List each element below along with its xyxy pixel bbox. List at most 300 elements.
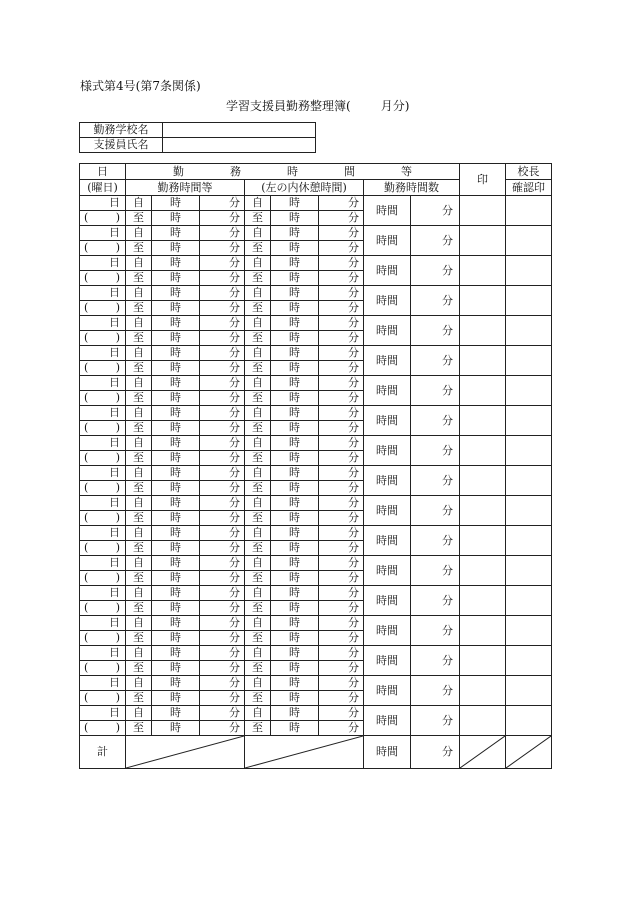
- work-from-label: 自: [126, 376, 152, 391]
- principal-seal-cell[interactable]: [506, 316, 552, 346]
- break-from-hour[interactable]: 時: [271, 586, 319, 601]
- day-number[interactable]: 日: [80, 676, 126, 691]
- work-from-hour[interactable]: 時: [152, 406, 200, 421]
- work-minutes-value[interactable]: 分: [411, 586, 460, 616]
- work-from-minute[interactable]: 分: [200, 196, 245, 211]
- break-from-hour[interactable]: 時: [271, 406, 319, 421]
- break-from-minute[interactable]: 分: [319, 376, 364, 391]
- break-from-hour[interactable]: 時: [271, 556, 319, 571]
- break-from-minute[interactable]: 分: [319, 646, 364, 661]
- principal-seal-cell[interactable]: [506, 676, 552, 706]
- header-day: 日: [80, 164, 126, 180]
- work-to-minute[interactable]: 分: [200, 571, 245, 586]
- school-field[interactable]: [163, 123, 316, 138]
- work-to-hour[interactable]: 時: [152, 361, 200, 376]
- work-to-label: 至: [126, 391, 152, 406]
- break-from-minute[interactable]: 分: [319, 286, 364, 301]
- work-from-hour[interactable]: 時: [152, 286, 200, 301]
- break-to-minute[interactable]: 分: [319, 211, 364, 226]
- work-to-minute[interactable]: 分: [200, 691, 245, 706]
- weekday-field[interactable]: ( ): [80, 481, 126, 496]
- work-from-minute[interactable]: 分: [200, 646, 245, 661]
- day-number[interactable]: 日: [80, 616, 126, 631]
- break-from-hour[interactable]: 時: [271, 526, 319, 541]
- seal-cell[interactable]: [460, 586, 506, 616]
- work-to-minute[interactable]: 分: [200, 451, 245, 466]
- break-to-hour[interactable]: 時: [271, 421, 319, 436]
- break-to-hour[interactable]: 時: [271, 241, 319, 256]
- work-from-minute[interactable]: 分: [200, 526, 245, 541]
- principal-seal-cell[interactable]: [506, 406, 552, 436]
- seal-cell[interactable]: [460, 556, 506, 586]
- break-to-minute[interactable]: 分: [319, 331, 364, 346]
- work-hours-value[interactable]: 時間: [364, 406, 411, 436]
- work-from-hour[interactable]: 時: [152, 256, 200, 271]
- work-from-hour[interactable]: 時: [152, 616, 200, 631]
- work-from-label: 自: [126, 286, 152, 301]
- seal-cell[interactable]: [460, 496, 506, 526]
- work-from-label: 自: [126, 556, 152, 571]
- break-to-hour[interactable]: 時: [271, 721, 319, 736]
- work-from-minute[interactable]: 分: [200, 496, 245, 511]
- info-table: [79, 122, 316, 153]
- work-hours-value[interactable]: 時間: [364, 586, 411, 616]
- break-from-hour[interactable]: 時: [271, 646, 319, 661]
- seal-cell[interactable]: [460, 676, 506, 706]
- weekday-field[interactable]: ( ): [80, 601, 126, 616]
- work-from-hour[interactable]: 時: [152, 526, 200, 541]
- work-hours-value[interactable]: 時間: [364, 436, 411, 466]
- break-to-hour[interactable]: 時: [271, 301, 319, 316]
- seal-cell[interactable]: [460, 706, 506, 736]
- day-number[interactable]: 日: [80, 376, 126, 391]
- break-to-minute[interactable]: 分: [319, 601, 364, 616]
- work-from-hour[interactable]: 時: [152, 316, 200, 331]
- break-to-label: 至: [245, 391, 271, 406]
- work-from-minute[interactable]: 分: [200, 556, 245, 571]
- break-from-label: 自: [245, 286, 271, 301]
- break-from-hour[interactable]: 時: [271, 196, 319, 211]
- work-to-label: 至: [126, 481, 152, 496]
- principal-seal-cell[interactable]: [506, 586, 552, 616]
- work-to-hour[interactable]: 時: [152, 211, 200, 226]
- work-to-hour[interactable]: 時: [152, 541, 200, 556]
- work-minutes-value[interactable]: 分: [411, 556, 460, 586]
- day-number[interactable]: 日: [80, 226, 126, 241]
- work-from-minute[interactable]: 分: [200, 586, 245, 601]
- work-hours-value[interactable]: 時間: [364, 646, 411, 676]
- work-to-hour[interactable]: 時: [152, 571, 200, 586]
- weekday-field[interactable]: ( ): [80, 331, 126, 346]
- break-to-minute[interactable]: 分: [319, 661, 364, 676]
- work-from-minute[interactable]: 分: [200, 466, 245, 481]
- break-to-minute[interactable]: 分: [319, 481, 364, 496]
- break-from-minute[interactable]: 分: [319, 406, 364, 421]
- work-to-hour[interactable]: 時: [152, 241, 200, 256]
- seal-cell[interactable]: [460, 376, 506, 406]
- seal-cell[interactable]: [460, 196, 506, 226]
- work-from-label: 自: [126, 346, 152, 361]
- break-from-hour[interactable]: 時: [271, 706, 319, 721]
- break-from-minute[interactable]: 分: [319, 436, 364, 451]
- total-seal-disabled: [460, 736, 506, 769]
- break-to-hour[interactable]: 時: [271, 451, 319, 466]
- break-to-label: 至: [245, 301, 271, 316]
- break-from-minute[interactable]: 分: [319, 586, 364, 601]
- break-from-label: 自: [245, 436, 271, 451]
- header-work-time: 勤務時間等: [126, 180, 245, 196]
- day-number[interactable]: 日: [80, 466, 126, 481]
- work-minutes-value[interactable]: 分: [411, 676, 460, 706]
- work-minutes-value[interactable]: 分: [411, 256, 460, 286]
- day-number[interactable]: 日: [80, 556, 126, 571]
- break-from-hour[interactable]: 時: [271, 376, 319, 391]
- day-number[interactable]: 日: [80, 406, 126, 421]
- break-from-minute[interactable]: 分: [319, 316, 364, 331]
- work-hours-value[interactable]: 時間: [364, 316, 411, 346]
- principal-seal-cell[interactable]: [506, 376, 552, 406]
- day-row-top: [80, 226, 552, 241]
- break-to-minute[interactable]: 分: [319, 451, 364, 466]
- work-minutes-value[interactable]: 分: [411, 496, 460, 526]
- weekday-field[interactable]: ( ): [80, 361, 126, 376]
- work-hours-value[interactable]: 時間: [364, 196, 411, 226]
- break-from-hour[interactable]: 時: [271, 676, 319, 691]
- work-minutes-value[interactable]: 分: [411, 646, 460, 676]
- day-number[interactable]: 日: [80, 346, 126, 361]
- break-to-minute[interactable]: 分: [319, 691, 364, 706]
- work-hours-value[interactable]: 時間: [364, 346, 411, 376]
- break-to-minute[interactable]: 分: [319, 241, 364, 256]
- seal-cell[interactable]: [460, 466, 506, 496]
- work-from-hour[interactable]: 時: [152, 676, 200, 691]
- work-minutes-value[interactable]: 分: [411, 466, 460, 496]
- work-to-hour[interactable]: 時: [152, 331, 200, 346]
- work-from-label: 自: [126, 406, 152, 421]
- principal-seal-cell[interactable]: [506, 466, 552, 496]
- day-number[interactable]: 日: [80, 496, 126, 511]
- work-to-minute[interactable]: 分: [200, 241, 245, 256]
- work-from-hour[interactable]: 時: [152, 556, 200, 571]
- break-from-minute[interactable]: 分: [319, 196, 364, 211]
- break-to-label: 至: [245, 541, 271, 556]
- seal-cell[interactable]: [460, 346, 506, 376]
- work-from-minute[interactable]: 分: [200, 256, 245, 271]
- break-to-hour[interactable]: 時: [271, 481, 319, 496]
- break-to-minute[interactable]: 分: [319, 541, 364, 556]
- work-from-hour[interactable]: 時: [152, 646, 200, 661]
- break-to-hour[interactable]: 時: [271, 271, 319, 286]
- work-to-minute[interactable]: 分: [200, 481, 245, 496]
- header-work-group: 勤 務 時 間 等: [126, 164, 460, 180]
- work-from-hour[interactable]: 時: [152, 436, 200, 451]
- break-from-label: 自: [245, 586, 271, 601]
- break-to-minute[interactable]: 分: [319, 571, 364, 586]
- work-from-minute[interactable]: 分: [200, 436, 245, 451]
- day-number[interactable]: 日: [80, 196, 126, 211]
- work-hours-value[interactable]: 時間: [364, 256, 411, 286]
- name-field[interactable]: [163, 138, 316, 153]
- work-to-hour[interactable]: 時: [152, 301, 200, 316]
- weekday-field[interactable]: ( ): [80, 421, 126, 436]
- seal-cell[interactable]: [460, 316, 506, 346]
- weekday-field[interactable]: ( ): [80, 691, 126, 706]
- break-to-minute[interactable]: 分: [319, 301, 364, 316]
- principal-seal-cell[interactable]: [506, 436, 552, 466]
- break-to-hour[interactable]: 時: [271, 661, 319, 676]
- break-to-minute[interactable]: 分: [319, 271, 364, 286]
- break-to-minute[interactable]: 分: [319, 391, 364, 406]
- day-number[interactable]: 日: [80, 526, 126, 541]
- break-to-label: 至: [245, 361, 271, 376]
- work-from-hour[interactable]: 時: [152, 466, 200, 481]
- principal-seal-cell[interactable]: [506, 556, 552, 586]
- seal-cell[interactable]: [460, 436, 506, 466]
- break-to-hour[interactable]: 時: [271, 691, 319, 706]
- weekday-field[interactable]: ( ): [80, 211, 126, 226]
- work-to-minute[interactable]: 分: [200, 721, 245, 736]
- attendance-table: [79, 163, 552, 769]
- work-minutes-value[interactable]: 分: [411, 526, 460, 556]
- work-from-hour[interactable]: 時: [152, 706, 200, 721]
- work-minutes-value[interactable]: 分: [411, 196, 460, 226]
- break-from-minute[interactable]: 分: [319, 706, 364, 721]
- header-principal-top: 校長: [506, 164, 552, 180]
- work-to-minute[interactable]: 分: [200, 421, 245, 436]
- break-from-minute[interactable]: 分: [319, 676, 364, 691]
- break-to-hour[interactable]: 時: [271, 601, 319, 616]
- total-label: 計: [80, 736, 126, 769]
- header-work-hours: 勤務時間数: [364, 180, 460, 196]
- work-from-minute[interactable]: 分: [200, 226, 245, 241]
- break-to-label: 至: [245, 241, 271, 256]
- weekday-field[interactable]: ( ): [80, 631, 126, 646]
- work-to-minute[interactable]: 分: [200, 211, 245, 226]
- weekday-field[interactable]: ( ): [80, 391, 126, 406]
- work-to-minute[interactable]: 分: [200, 391, 245, 406]
- break-from-minute[interactable]: 分: [319, 346, 364, 361]
- work-from-hour[interactable]: 時: [152, 586, 200, 601]
- work-to-label: 至: [126, 451, 152, 466]
- principal-seal-cell[interactable]: [506, 526, 552, 556]
- work-from-hour[interactable]: 時: [152, 346, 200, 361]
- work-minutes-value[interactable]: 分: [411, 286, 460, 316]
- break-to-hour[interactable]: 時: [271, 211, 319, 226]
- principal-seal-cell[interactable]: [506, 286, 552, 316]
- work-hours-value[interactable]: 時間: [364, 676, 411, 706]
- day-number[interactable]: 日: [80, 706, 126, 721]
- break-to-minute[interactable]: 分: [319, 361, 364, 376]
- work-hours-value[interactable]: 時間: [364, 496, 411, 526]
- break-to-label: 至: [245, 661, 271, 676]
- weekday-field[interactable]: ( ): [80, 241, 126, 256]
- break-from-hour[interactable]: 時: [271, 496, 319, 511]
- break-to-hour[interactable]: 時: [271, 511, 319, 526]
- day-number[interactable]: 日: [80, 286, 126, 301]
- day-number[interactable]: 日: [80, 646, 126, 661]
- break-from-label: 自: [245, 196, 271, 211]
- work-to-minute[interactable]: 分: [200, 301, 245, 316]
- break-from-hour[interactable]: 時: [271, 256, 319, 271]
- break-from-minute[interactable]: 分: [319, 556, 364, 571]
- day-number[interactable]: 日: [80, 316, 126, 331]
- seal-cell[interactable]: [460, 286, 506, 316]
- work-to-label: 至: [126, 691, 152, 706]
- day-row-top: [80, 646, 552, 661]
- work-to-hour[interactable]: 時: [152, 421, 200, 436]
- principal-seal-cell[interactable]: [506, 496, 552, 526]
- weekday-field[interactable]: ( ): [80, 301, 126, 316]
- day-number[interactable]: 日: [80, 436, 126, 451]
- principal-seal-cell[interactable]: [506, 196, 552, 226]
- work-from-minute[interactable]: 分: [200, 706, 245, 721]
- work-to-label: 至: [126, 661, 152, 676]
- break-to-minute[interactable]: 分: [319, 421, 364, 436]
- work-to-label: 至: [126, 211, 152, 226]
- break-from-hour[interactable]: 時: [271, 226, 319, 241]
- break-to-minute[interactable]: 分: [319, 631, 364, 646]
- seal-cell[interactable]: [460, 256, 506, 286]
- work-from-hour[interactable]: 時: [152, 226, 200, 241]
- weekday-field[interactable]: ( ): [80, 271, 126, 286]
- work-to-minute[interactable]: 分: [200, 331, 245, 346]
- break-from-hour[interactable]: 時: [271, 466, 319, 481]
- work-from-minute[interactable]: 分: [200, 346, 245, 361]
- work-from-minute[interactable]: 分: [200, 286, 245, 301]
- work-from-label: 自: [126, 676, 152, 691]
- break-from-minute[interactable]: 分: [319, 226, 364, 241]
- seal-cell[interactable]: [460, 226, 506, 256]
- work-hours-value[interactable]: 時間: [364, 556, 411, 586]
- work-to-hour[interactable]: 時: [152, 661, 200, 676]
- work-from-minute[interactable]: 分: [200, 676, 245, 691]
- break-from-minute[interactable]: 分: [319, 616, 364, 631]
- break-from-minute[interactable]: 分: [319, 496, 364, 511]
- break-to-hour[interactable]: 時: [271, 541, 319, 556]
- work-minutes-value[interactable]: 分: [411, 436, 460, 466]
- break-from-label: 自: [245, 346, 271, 361]
- work-to-minute[interactable]: 分: [200, 361, 245, 376]
- principal-seal-cell[interactable]: [506, 226, 552, 256]
- work-hours-value[interactable]: 時間: [364, 226, 411, 256]
- weekday-field[interactable]: ( ): [80, 541, 126, 556]
- break-to-minute[interactable]: 分: [319, 511, 364, 526]
- day-number[interactable]: 日: [80, 586, 126, 601]
- work-hours-value[interactable]: 時間: [364, 376, 411, 406]
- work-from-hour[interactable]: 時: [152, 496, 200, 511]
- work-to-hour[interactable]: 時: [152, 481, 200, 496]
- break-to-minute[interactable]: 分: [319, 721, 364, 736]
- principal-seal-cell[interactable]: [506, 706, 552, 736]
- work-minutes-value[interactable]: 分: [411, 616, 460, 646]
- work-to-label: 至: [126, 421, 152, 436]
- work-to-minute[interactable]: 分: [200, 511, 245, 526]
- break-from-hour[interactable]: 時: [271, 286, 319, 301]
- day-row-top: [80, 526, 552, 541]
- work-hours-value[interactable]: 時間: [364, 616, 411, 646]
- break-to-hour[interactable]: 時: [271, 391, 319, 406]
- work-to-hour[interactable]: 時: [152, 721, 200, 736]
- break-from-hour[interactable]: 時: [271, 346, 319, 361]
- day-row-top: [80, 346, 552, 361]
- work-to-minute[interactable]: 分: [200, 541, 245, 556]
- work-from-minute[interactable]: 分: [200, 616, 245, 631]
- work-minutes-value[interactable]: 分: [411, 406, 460, 436]
- work-minutes-value[interactable]: 分: [411, 376, 460, 406]
- work-hours-value[interactable]: 時間: [364, 706, 411, 736]
- work-minutes-value[interactable]: 分: [411, 226, 460, 256]
- break-from-minute[interactable]: 分: [319, 256, 364, 271]
- work-to-hour[interactable]: 時: [152, 271, 200, 286]
- work-from-hour[interactable]: 時: [152, 376, 200, 391]
- break-from-hour[interactable]: 時: [271, 436, 319, 451]
- weekday-field[interactable]: ( ): [80, 511, 126, 526]
- total-minutes-value[interactable]: 分: [411, 736, 460, 769]
- principal-seal-cell[interactable]: [506, 646, 552, 676]
- break-to-hour[interactable]: 時: [271, 571, 319, 586]
- work-from-minute[interactable]: 分: [200, 406, 245, 421]
- break-from-label: 自: [245, 556, 271, 571]
- work-to-minute[interactable]: 分: [200, 601, 245, 616]
- work-hours-value[interactable]: 時間: [364, 466, 411, 496]
- weekday-field[interactable]: ( ): [80, 571, 126, 586]
- break-from-hour[interactable]: 時: [271, 316, 319, 331]
- document-title: [226, 99, 409, 113]
- work-to-label: 至: [126, 361, 152, 376]
- day-row-top: [80, 196, 552, 211]
- work-to-hour[interactable]: 時: [152, 631, 200, 646]
- seal-cell[interactable]: [460, 526, 506, 556]
- work-hours-value[interactable]: 時間: [364, 286, 411, 316]
- work-to-minute[interactable]: 分: [200, 661, 245, 676]
- break-from-label: 自: [245, 376, 271, 391]
- seal-cell[interactable]: [460, 646, 506, 676]
- break-to-hour[interactable]: 時: [271, 361, 319, 376]
- principal-seal-cell[interactable]: [506, 616, 552, 646]
- work-to-hour[interactable]: 時: [152, 511, 200, 526]
- break-to-hour[interactable]: 時: [271, 331, 319, 346]
- work-hours-value[interactable]: 時間: [364, 526, 411, 556]
- weekday-field[interactable]: ( ): [80, 451, 126, 466]
- break-from-label: 自: [245, 616, 271, 631]
- work-to-hour[interactable]: 時: [152, 451, 200, 466]
- work-to-minute[interactable]: 分: [200, 271, 245, 286]
- break-to-label: 至: [245, 691, 271, 706]
- work-to-hour[interactable]: 時: [152, 391, 200, 406]
- break-to-hour[interactable]: 時: [271, 631, 319, 646]
- break-from-minute[interactable]: 分: [319, 526, 364, 541]
- work-to-hour[interactable]: 時: [152, 601, 200, 616]
- work-minutes-value[interactable]: 分: [411, 346, 460, 376]
- work-from-hour[interactable]: 時: [152, 196, 200, 211]
- work-to-minute[interactable]: 分: [200, 631, 245, 646]
- seal-cell[interactable]: [460, 406, 506, 436]
- break-from-minute[interactable]: 分: [319, 466, 364, 481]
- work-from-minute[interactable]: 分: [200, 376, 245, 391]
- work-to-hour[interactable]: 時: [152, 691, 200, 706]
- work-from-minute[interactable]: 分: [200, 316, 245, 331]
- weekday-field[interactable]: ( ): [80, 721, 126, 736]
- work-minutes-value[interactable]: 分: [411, 316, 460, 346]
- principal-seal-cell[interactable]: [506, 346, 552, 376]
- work-minutes-value[interactable]: 分: [411, 706, 460, 736]
- seal-cell[interactable]: [460, 616, 506, 646]
- weekday-field[interactable]: ( ): [80, 661, 126, 676]
- day-number[interactable]: 日: [80, 256, 126, 271]
- principal-seal-cell[interactable]: [506, 256, 552, 286]
- break-from-hour[interactable]: 時: [271, 616, 319, 631]
- total-hours-value[interactable]: 時間: [364, 736, 411, 769]
